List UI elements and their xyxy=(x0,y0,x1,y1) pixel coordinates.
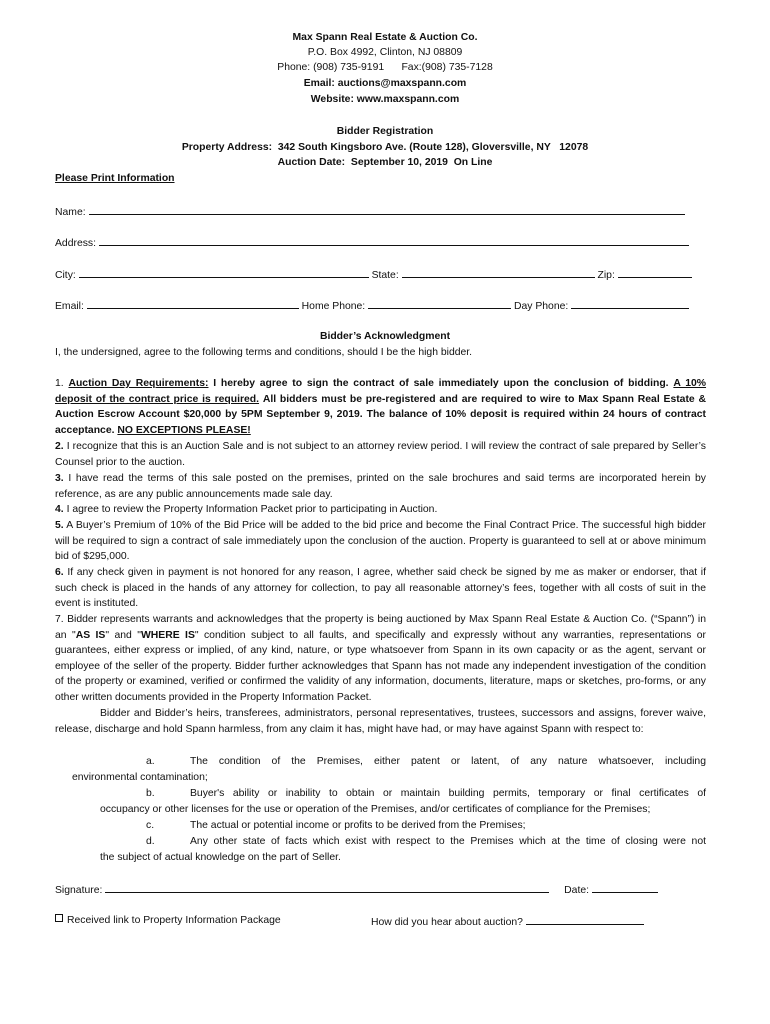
day-phone-field[interactable] xyxy=(571,297,689,309)
company-name: Max Spann Real Estate & Auction Co. xyxy=(292,32,478,43)
item-7 xyxy=(55,612,706,706)
signature-label: Signature: xyxy=(55,885,103,896)
item-1-text: I hereby agree to sign the contract of sale immediately upon the conclusion of bidding. xyxy=(213,378,669,389)
item-6 xyxy=(55,565,706,612)
item-1 xyxy=(55,376,706,438)
name-field[interactable] xyxy=(89,203,685,215)
sub-b-continued: occupancy or other licenses for the use or operation of the Premises, and/or certificates of compliance for the Premises; xyxy=(100,804,651,815)
item-5 xyxy=(55,518,706,565)
sub-a-continued: environmental contamination; xyxy=(72,772,208,783)
item-7-text-a: 7. Bidder represents warrants and acknowledges that the property is being auctioned by Max Spann Real Estate & Auction Co. (“Spann”) in an " xyxy=(55,614,706,641)
address-label: Address: xyxy=(55,238,97,249)
item-4-text: I agree to review the Property Information Packet prior to participating in Auction. xyxy=(66,504,438,515)
date-label: Date: xyxy=(564,885,589,896)
item-7-where-is: WHERE IS xyxy=(140,629,195,641)
item-7-text-c: " condition subject to all faults, and specifically and expressly without any warranties, representations or guarantees, either express or implied, of any kind, nature, or type whatsoever from Spann in its own capacity or as the agent, servant or employee of the seller of the property. Bidder further acknowledges that Spann has not made any independent investigation of the condition of the property or examined, verified or confirmed the validity of any information, documents, literature, maps or sketches, pro-forms, or any other written documents provided in the Property Information Packet. xyxy=(55,629,706,703)
acknowledgment-intro: I, the undersigned, agree to the following terms and conditions, should I be the high bidder. xyxy=(55,347,473,358)
company-phone-fax: Phone: (908) 735-9191 Fax:(908) 735-7128 xyxy=(277,62,493,73)
item-2-text: I recognize that this is an Auction Sale and is not subject to an attorney review period. I will review the contract of sale prepared by Seller’s Counsel prior to the auction. xyxy=(55,441,706,468)
zip-field[interactable] xyxy=(618,266,692,278)
item-3 xyxy=(55,471,706,502)
name-row xyxy=(55,203,695,221)
sub-b-text: Buyer's ability or inability to obtain or maintain building permits, temporary or final certificates of xyxy=(190,788,706,799)
print-info-heading: Please Print Information xyxy=(55,173,175,184)
item-6-number: 6. xyxy=(55,567,64,578)
waiver-paragraph: Bidder and Bidder’s heirs, transferees, administrators, personal representatives, trustees, successors and assigns, forever waive, release, discharge and hold Spann harmless, from any claim it has, might have had, or may have against Spann with respect to: xyxy=(55,708,706,735)
sub-a-text: The condition of the Premises, either patent or latent, of any nature whatsoever, including xyxy=(190,756,706,767)
email-label: Email: xyxy=(55,301,84,312)
contact-row xyxy=(55,297,695,315)
item-1-deposit: A 10% deposit of the contract price is required. xyxy=(55,378,707,405)
city-field[interactable] xyxy=(79,266,369,278)
item-2-number: 2. xyxy=(55,441,64,452)
sub-b-label: b. xyxy=(146,788,155,799)
company-website: Website: www.maxspann.com xyxy=(310,94,460,105)
item-2 xyxy=(55,439,706,470)
email-field[interactable] xyxy=(87,297,299,309)
address-field[interactable] xyxy=(99,234,689,246)
item-4 xyxy=(55,502,706,518)
item-1-wire: All bidders must be pre-registered and are required to wire to Max Spann Real Estate & Auction Escrow Account $20,000 by 5PM September 9, 2019. The balance of 10% deposit is required within 24 hours of contract acceptance. xyxy=(55,393,706,436)
zip-label: Zip: xyxy=(597,270,615,281)
item-7-text-b: " and " xyxy=(105,629,141,641)
item-5-number: 5. xyxy=(55,520,64,531)
company-po-box: P.O. Box 4992, Clinton, NJ 08809 xyxy=(307,47,463,58)
day-phone-label: Day Phone: xyxy=(513,301,569,312)
home-phone-field[interactable] xyxy=(368,297,511,309)
item-5-text: A Buyer’s Premium of 10% of the Bid Price will be added to the bid price and become the Final Contract Price. The successful high bidder will be required to sign a contract of sale immediately upon the conclusion of the auction. Property is guaranteed to sell at or above minimum bid of $295,000. xyxy=(55,520,706,563)
item-6-text: If any check given in payment is not honored for any reason, I agree, whether said check be signed by me as maker or endorser, that if such check is placed in the hands of any attorney for collection, to pay all reasonable attorney’s fees, together with all costs of suit in the event is instituted. xyxy=(55,567,706,610)
state-label: State: xyxy=(371,270,399,281)
item-1-number: 1. xyxy=(55,378,64,389)
received-link-label: Received link to Property Information Package xyxy=(67,915,281,926)
home-phone-label: Home Phone: xyxy=(301,301,366,312)
property-address: Property Address: 342 South Kingsboro Ave. (Route 128), Gloversville, NY 12078 xyxy=(181,142,589,153)
item-7-as-is: AS IS xyxy=(75,629,106,641)
name-label: Name: xyxy=(55,207,86,218)
signature-row xyxy=(55,881,695,899)
sub-c-label: c. xyxy=(146,820,155,831)
date-field[interactable] xyxy=(592,881,658,893)
sub-d-label: d. xyxy=(146,836,155,847)
city-state-zip-row xyxy=(55,266,695,284)
how-hear-row xyxy=(371,913,644,931)
item-4-number: 4. xyxy=(55,504,64,515)
company-email: Email: auctions@maxspann.com xyxy=(303,78,467,89)
sub-d-continued: the subject of actual knowledge on the part of Seller. xyxy=(100,852,341,863)
sub-a-label: a. xyxy=(146,756,155,767)
address-row xyxy=(55,234,695,252)
checkbox-icon[interactable] xyxy=(55,914,63,922)
how-hear-label: How did you hear about auction? xyxy=(371,917,523,928)
state-field[interactable] xyxy=(402,266,595,278)
item-1-no-exceptions: NO EXCEPTIONS PLEASE! xyxy=(117,424,251,436)
received-link-row xyxy=(55,913,281,929)
page-title: Bidder Registration xyxy=(336,126,434,137)
item-3-text: I have read the terms of this sale posted on the premises, printed on the sale brochures and said terms are incorporated herein by reference, as are any public announcements made sale day. xyxy=(55,473,707,500)
item-3-number: 3. xyxy=(55,473,64,484)
auction-date: Auction Date: September 10, 2019 On Line xyxy=(277,157,493,168)
city-label: City: xyxy=(55,270,76,281)
sub-c-text: The actual or potential income or profits to be derived from the Premises; xyxy=(190,820,526,831)
how-hear-field[interactable] xyxy=(526,913,644,925)
sub-d-text: Any other state of facts which exist with respect to the Premises which at the time of closing were not xyxy=(190,836,706,847)
item-1-heading: Auction Day Requirements: xyxy=(68,378,209,389)
signature-field[interactable] xyxy=(105,881,549,893)
acknowledgment-title: Bidder’s Acknowledgment xyxy=(319,331,451,342)
